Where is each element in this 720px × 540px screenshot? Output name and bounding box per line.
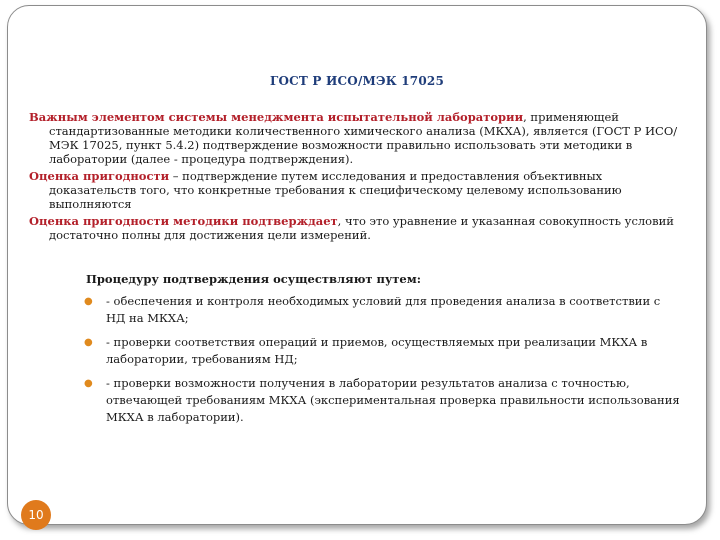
slide-title: ГОСТ Р ИСО/МЭК 17025 bbox=[270, 74, 444, 88]
paragraph-2-highlight: Оценка пригодности bbox=[29, 169, 170, 183]
paragraph-2-text: – подтверждение путем исследования и предоставления объективных bbox=[169, 169, 603, 183]
paragraph-3-highlight: Оценка пригодности методики подтверждает bbox=[29, 214, 338, 228]
paragraph-2 bbox=[29, 169, 699, 211]
circle-bullet-icon: ● bbox=[84, 296, 93, 307]
paragraph-3 bbox=[29, 214, 699, 242]
procedure-list bbox=[82, 293, 682, 433]
paragraph-1-text: , применяющей bbox=[523, 110, 619, 124]
paragraph-1 bbox=[29, 110, 699, 166]
procedure-subheading: Процедуру подтверждения осуществляют путем: bbox=[86, 272, 421, 286]
paragraph-2-continuation: доказательств того, что конкретные требования к специфическому целевому использованию выполняются bbox=[49, 183, 622, 211]
slide-body bbox=[29, 110, 699, 245]
paragraph-3-continuation: достаточно полны для достижения цели измерений. bbox=[49, 228, 371, 242]
list-item bbox=[82, 334, 682, 368]
paragraph-1-continuation: стандартизованные методики количественного химического анализа (МКХА), является (ГОСТ Р ИСО/МЭК 17025, пункт 5.4.2) подтверждение возможности правильно использовать эти методики в лаборатории (далее - процедура подтверждения). bbox=[49, 124, 678, 166]
list-item bbox=[82, 375, 682, 426]
paragraph-3-text: , что это уравнение и указанная совокупность условий bbox=[337, 214, 674, 228]
list-item-text: - проверки возможности получения в лаборатории результатов анализа с точностью, отвечающей требованиям МКХА (экспериментальная проверка правильности использования МКХА в лаборатории). bbox=[106, 376, 680, 424]
circle-bullet-icon: ● bbox=[84, 378, 93, 389]
list-item-text: - обеспечения и контроля необходимых условий для проведения анализа в соответствии с НД на МКХА; bbox=[106, 294, 661, 325]
circle-bullet-icon: ● bbox=[84, 337, 93, 348]
list-item bbox=[82, 293, 682, 327]
page-number-badge: 10 bbox=[21, 500, 51, 530]
slide-frame bbox=[7, 5, 707, 525]
list-item-text: - проверки соответствия операций и приемов, осуществляемых при реализации МКХА в лаборатории, требованиям НД; bbox=[106, 335, 648, 366]
paragraph-1-highlight: Важным элементом системы менеджмента испытательной лаборатории bbox=[29, 110, 524, 124]
